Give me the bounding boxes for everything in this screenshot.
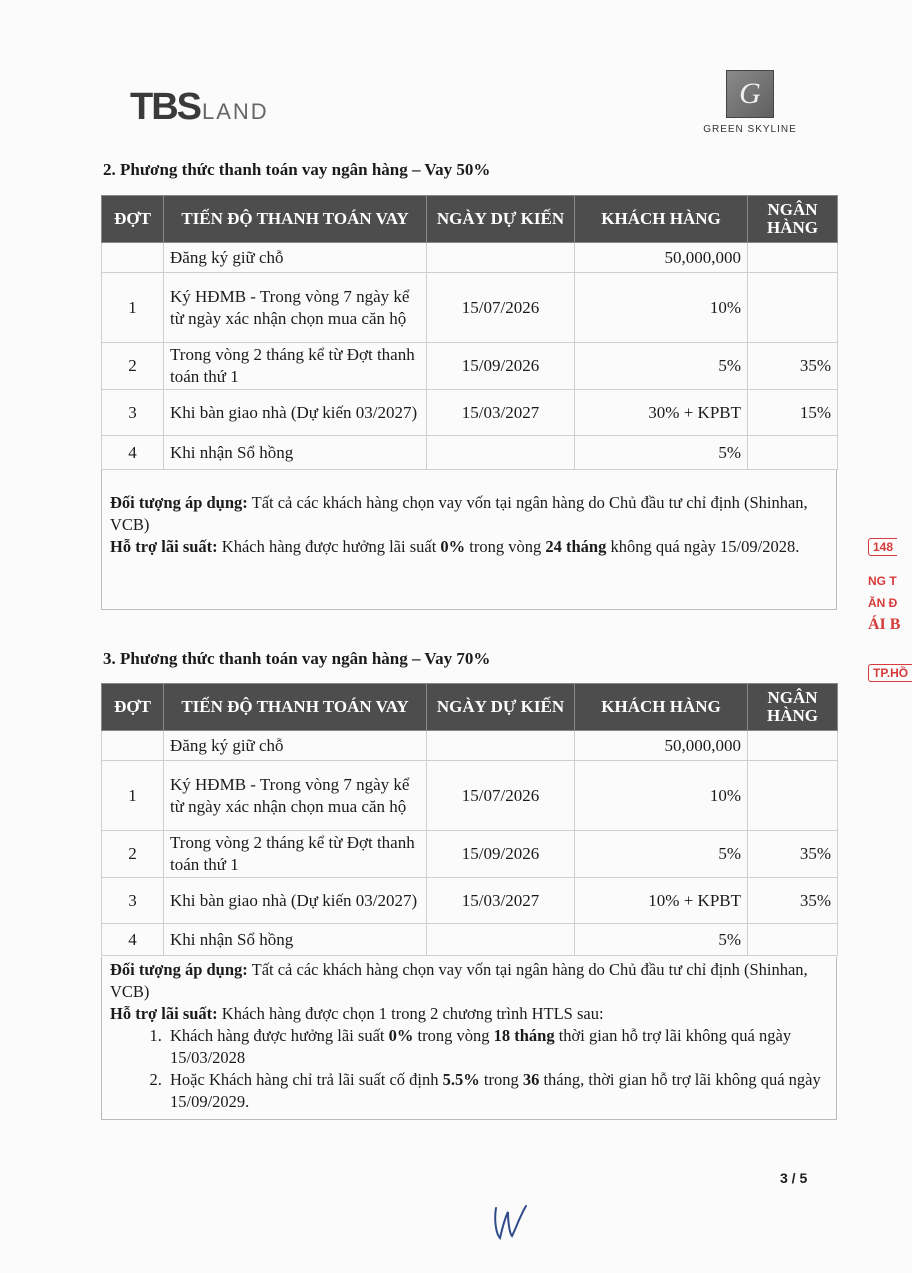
green-skyline-logo bbox=[700, 70, 800, 135]
signature-icon bbox=[490, 1200, 530, 1244]
support-label: Hỗ trợ lãi suất: bbox=[110, 1004, 218, 1023]
cell-dot: 1 bbox=[102, 761, 164, 831]
stamp-fragment-line: ĂN Đ bbox=[868, 596, 898, 610]
stamp-fragment-line: NG T bbox=[868, 574, 897, 588]
table-row bbox=[102, 831, 838, 878]
page-number: 3 / 5 bbox=[780, 1170, 808, 1186]
table-row bbox=[102, 343, 838, 390]
table-row bbox=[102, 273, 838, 343]
col-header-dot: ĐỢT bbox=[102, 196, 164, 243]
col-header-customer: KHÁCH HÀNG bbox=[575, 684, 748, 731]
support-paragraph: Hỗ trợ lãi suất: Khách hàng được hưởng lãi suất 0% trong vòng 24 tháng không quá ngày 15/09/2028. bbox=[110, 537, 800, 556]
col-header-progress: TIẾN ĐỘ THANH TOÁN VAY bbox=[164, 684, 427, 731]
support-label: Hỗ trợ lãi suất: bbox=[110, 537, 218, 556]
cell-customer: 5% bbox=[575, 831, 748, 878]
col-header-date: NGÀY DỰ KIẾN bbox=[427, 684, 575, 731]
stamp-fragment-city: TP.HỒ bbox=[868, 664, 912, 682]
section2-title: 2. Phương thức thanh toán vay ngân hàng – Vay 50% bbox=[103, 160, 491, 179]
table-row bbox=[102, 243, 838, 273]
applies-paragraph bbox=[110, 492, 828, 536]
tbs-land-logo bbox=[130, 86, 269, 129]
applies-text: Tất cả các khách hàng chọn vay vốn tại ngân hàng do Chủ đầu tư chỉ định (Shinhan, VCB) bbox=[110, 493, 808, 534]
applies-paragraph bbox=[110, 959, 828, 1003]
cell-dot bbox=[102, 243, 164, 273]
cell-dot: 3 bbox=[102, 390, 164, 436]
col-header-progress: TIẾN ĐỘ THANH TOÁN VAY bbox=[164, 196, 427, 243]
table-row bbox=[102, 436, 838, 470]
green-skyline-mark-icon: G bbox=[726, 70, 774, 118]
cell-bank bbox=[748, 731, 838, 761]
applies-label: Đối tượng áp dụng: bbox=[110, 960, 248, 979]
cell-customer: 10% + KPBT bbox=[575, 878, 748, 924]
cell-bank: 35% bbox=[748, 343, 838, 390]
cell-customer: 50,000,000 bbox=[575, 243, 748, 273]
cell-desc: Ký HĐMB - Trong vòng 7 ngày kể từ ngày xác nhận chọn mua căn hộ bbox=[164, 761, 427, 831]
cell-desc: Ký HĐMB - Trong vòng 7 ngày kể từ ngày xác nhận chọn mua căn hộ bbox=[164, 273, 427, 343]
cell-date: 15/07/2026 bbox=[427, 761, 575, 831]
cell-customer: 5% bbox=[575, 924, 748, 956]
cell-date: 15/07/2026 bbox=[427, 273, 575, 343]
cell-bank bbox=[748, 924, 838, 956]
cell-desc: Khi bàn giao nhà (Dự kiến 03/2027) bbox=[164, 878, 427, 924]
cell-bank bbox=[748, 273, 838, 343]
cell-date: 15/09/2026 bbox=[427, 831, 575, 878]
cell-customer: 50,000,000 bbox=[575, 731, 748, 761]
cell-bank bbox=[748, 436, 838, 470]
section2-table bbox=[101, 195, 838, 470]
cell-dot: 1 bbox=[102, 273, 164, 343]
section3-title: 3. Phương thức thanh toán vay ngân hàng – Vay 70% bbox=[103, 649, 491, 668]
cell-desc: Khi nhận Sổ hồng bbox=[164, 924, 427, 956]
cell-bank bbox=[748, 243, 838, 273]
cell-desc: Đăng ký giữ chỗ bbox=[164, 731, 427, 761]
green-skyline-caption: GREEN SKYLINE bbox=[703, 124, 797, 135]
cell-dot: 2 bbox=[102, 831, 164, 878]
cell-dot bbox=[102, 731, 164, 761]
cell-date: 15/03/2027 bbox=[427, 878, 575, 924]
cell-desc: Khi nhận Sổ hồng bbox=[164, 436, 427, 470]
cell-date bbox=[427, 436, 575, 470]
cell-date bbox=[427, 924, 575, 956]
table-row bbox=[102, 390, 838, 436]
cell-bank: 35% bbox=[748, 831, 838, 878]
cell-bank: 35% bbox=[748, 878, 838, 924]
table-row bbox=[102, 924, 838, 956]
table-header-row bbox=[102, 196, 838, 243]
cell-dot: 3 bbox=[102, 878, 164, 924]
section3-note bbox=[101, 957, 837, 1120]
support-options-list bbox=[110, 1025, 828, 1113]
list-item: 2. Hoặc Khách hàng chỉ trả lãi suất cố định 5.5% trong 36 tháng, thời gian hỗ trợ lãi không quá ngày 15/09/2029. bbox=[166, 1069, 828, 1113]
table-header-row bbox=[102, 684, 838, 731]
cell-date: 15/09/2026 bbox=[427, 343, 575, 390]
cell-customer: 10% bbox=[575, 761, 748, 831]
applies-text: Tất cả các khách hàng chọn vay vốn tại ngân hàng do Chủ đầu tư chỉ định (Shinhan, VCB) bbox=[110, 960, 808, 1001]
applies-label: Đối tượng áp dụng: bbox=[110, 493, 248, 512]
support-paragraph bbox=[110, 1003, 828, 1025]
cell-customer: 10% bbox=[575, 273, 748, 343]
logo-land-text: LAND bbox=[202, 99, 269, 124]
cell-desc: Trong vòng 2 tháng kể từ Đợt thanh toán thứ 1 bbox=[164, 343, 427, 390]
cell-bank bbox=[748, 761, 838, 831]
cell-dot: 4 bbox=[102, 436, 164, 470]
section3-table bbox=[101, 683, 838, 956]
col-header-bank: NGÂN HÀNG bbox=[748, 196, 838, 243]
cell-dot: 4 bbox=[102, 924, 164, 956]
logo-tbs-text: TBS bbox=[130, 86, 200, 128]
section2-note bbox=[101, 470, 837, 610]
col-header-bank: NGÂN HÀNG bbox=[748, 684, 838, 731]
col-header-dot: ĐỢT bbox=[102, 684, 164, 731]
cell-date: 15/03/2027 bbox=[427, 390, 575, 436]
cell-customer: 5% bbox=[575, 436, 748, 470]
cell-date bbox=[427, 243, 575, 273]
cell-dot: 2 bbox=[102, 343, 164, 390]
col-header-date: NGÀY DỰ KIẾN bbox=[427, 196, 575, 243]
list-item: 1. Khách hàng được hưởng lãi suất 0% trong vòng 18 tháng thời gian hỗ trợ lãi không quá ngày 15/03/2028 bbox=[166, 1025, 828, 1069]
cell-date bbox=[427, 731, 575, 761]
col-header-customer: KHÁCH HÀNG bbox=[575, 196, 748, 243]
cell-bank: 15% bbox=[748, 390, 838, 436]
stamp-fragment-number: 148 bbox=[868, 538, 897, 556]
cell-customer: 5% bbox=[575, 343, 748, 390]
cell-desc: Trong vòng 2 tháng kể từ Đợt thanh toán thứ 1 bbox=[164, 831, 427, 878]
cell-customer: 30% + KPBT bbox=[575, 390, 748, 436]
support-text: Khách hàng được chọn 1 trong 2 chương trình HTLS sau: bbox=[217, 1004, 604, 1023]
table-row bbox=[102, 761, 838, 831]
table-row bbox=[102, 731, 838, 761]
cell-desc: Đăng ký giữ chỗ bbox=[164, 243, 427, 273]
cell-desc: Khi bàn giao nhà (Dự kiến 03/2027) bbox=[164, 390, 427, 436]
table-row bbox=[102, 878, 838, 924]
stamp-fragment-line: ÁI B bbox=[868, 616, 901, 633]
